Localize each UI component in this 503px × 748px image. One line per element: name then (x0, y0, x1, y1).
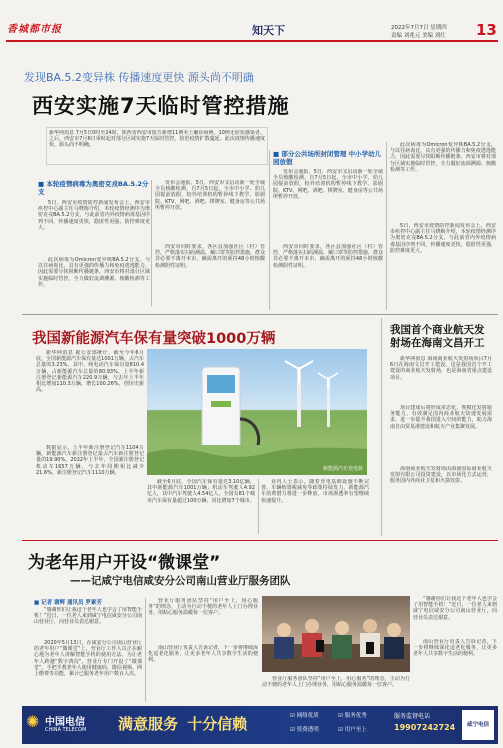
story1-body3b: 发布会通报，5日，西安市又启动新一轮全域全员核酸检测。自7月5日起，全市中小学、幼儿园提前放假，校外培训机构暂停线下教学。影剧院、KTV、网吧、酒吧、棋牌室、健身房等公共场所暂停开放。 (273, 169, 383, 200)
section-name: 知天下 (252, 24, 285, 37)
ad-logo-cn: 中国电信 (45, 717, 85, 728)
story3-body2: 项目建成后将形成常态化、规模化发射服务能力，有效满足国内商业航天快速发展需求，进一步提升我国进入空间的能力，助力海南自由贸易港建设和航天产业集聚发展。 (390, 405, 492, 430)
story1-body2: 此次病毒为Omicron变异株BA.5.2分支，与以往病毒比，具有更强的传播力和免疫逃逸能力，因此需要尽快阻断传播链条。西安市将对部分区域实施临时管控，全力做好流调溯源、核酸检测等工作。 (38, 257, 150, 288)
story1-subhead2: ■ 部分公共场所封闭管理 中小学幼儿园放假 (273, 150, 382, 166)
ad-slogan-b: 十分信赖 (187, 715, 248, 733)
story2-col-divider (258, 479, 259, 534)
story1-lead-text: 新华网消息 7月5日0时至24时，陕西省西安市报告新增11例本土确诊病例，10例无症状感染者。之后，西安市7月6日零时起对部分区域实施7天临时管控，防范疫情扩散蔓延。此次疫情传播速度快，源头尚不明确。 (49, 130, 265, 149)
ad-feature-3: ☑ 资费透明 (290, 727, 319, 733)
story2-body2: 数据显示，上半年新注册登记汽车1104万辆，新能源汽车新注册登记量占汽车新注册登记量的19.90%。2022年上半年，全国新注册登记机动车1657万辆，与去年同期相比减少21.6%，新注册登记汽车1110万辆。 (36, 445, 144, 476)
story1-col1 (38, 180, 150, 308)
editor-line: 责编 刘兆元 美编 刘红 (391, 33, 446, 39)
page-number: 13 (476, 21, 497, 39)
story2-photo-caption: 新能源汽车充电桩 (322, 466, 363, 472)
story4-headline: 为老年用户开设“微课堂” (28, 553, 221, 573)
story3-body1: 新华网消息 海南商业航天发射场项目7月6日在海南文昌开工建设。这是我国首个开工建设的商业航天发射场，也是海南省重点建设项目。 (390, 356, 492, 381)
story3-box (381, 318, 498, 536)
story4-subhead: ——记咸宁电信咸安分公司南山营业厅服务团队 (70, 575, 291, 587)
story1-col-divider-1 (151, 180, 152, 306)
paper-name: 香城都市报 (7, 24, 62, 35)
story4-body1b: “感谢你们让我这个老年人也学会了用智能手机！”近日，一位老人来到咸宁电信咸安分公司南山营业厅，向营业员表达谢意。 (413, 596, 497, 621)
story1-col-divider-2 (269, 150, 270, 310)
story3-headline: 我国首个商业航天发射场在海南文昌开工 (390, 324, 485, 349)
story1-body1: 5日，西安市疫情防控新闻发布会上，西安市疾控中心副主任马晓梅介绍，本轮疫情经测序为奥密克戎BA.5.2分支，与此前省内外疫情病毒基因序列不同，传播速度更快，隐匿性更强，防控难度更大。 (38, 200, 150, 231)
story2-col1 (36, 350, 144, 530)
story1-kicker: 发现BA.5.2变异株 传播速度更快 源头尚不明确 (24, 71, 254, 84)
ad-banner (22, 706, 498, 744)
ad-hotline (394, 711, 458, 741)
story3-body3: 海南商业航天发射场由海南国际商业航天发射有限公司投资建设，以市场化方式运营，服务国内外商业卫星和火箭发射。 (390, 466, 492, 485)
ad-badge-text: 咸宁电信 (466, 722, 489, 728)
story1-body3: 发布会通报，5日，西安市又启动新一轮全域全员核酸检测。自7月5日起，全市中小学、幼儿园提前放假，校外培训机构暂停线下教学。影剧院、KTV、网吧、酒吧、棋牌室、健身房等公共场所暂停开放。 (155, 180, 265, 211)
story2-body4: 业内人士表示，随着充电基础设施不断完善、车辆购置税减免等政策持续发力，新能源汽车消费潜力将进一步释放，市场渗透率有望继续快速提升。 (261, 479, 369, 504)
ev-charger-illustration (147, 349, 367, 475)
story2-photo (147, 349, 367, 475)
story4-col3 (413, 596, 497, 702)
story4-byline: ■ 记者 谢辉 通讯员 罗素芳 (34, 600, 102, 606)
story4-body3b: 营业厅服务团队坚持“用户至上，用心服务”的理念，主动为行动不便的老年人上门办理业务，用贴心服务温暖每一位客户。 (262, 676, 410, 689)
ad-logo-en: CHINA TELECOM (45, 727, 87, 733)
ad-slogan-a: 满意服务 (118, 715, 179, 733)
ad-hotline-label: 服务监督电话 (394, 713, 431, 720)
story1-subhead1: ■ 本轮疫情病毒为奥密克戎BA.5.2分支 (38, 180, 149, 196)
ad-slogan (118, 713, 247, 734)
ad-features (290, 711, 386, 741)
story2-col2 (147, 479, 255, 534)
story4-col1 (34, 607, 142, 703)
story4-col2b (262, 676, 410, 702)
story2-body3: 截至6月底，全国汽车保有量达3.10亿辆，其中新能源汽车1001万辆；机动车驾驶人4.92亿人，其中汽车驾驶人4.54亿人。全国有81个城市汽车保有量超过100万辆，同比增加7个城市。 (147, 479, 255, 504)
date-line: 2022年7月7日 星期四 (391, 25, 447, 31)
story4-body4: 南山营业厅负责人告诉记者，下一步将继续深化适老化服务，让更多老年人共享数字生活的便利。 (148, 645, 258, 664)
ad-logo (26, 710, 110, 740)
story4-body2: 2020年5月13日，在咸安分公司南山营业厅的老年用户“微课堂”上，营业厅工作人员正在耐心地为老年人讲解智能手机的使用方法。为让老年人跨越“数字鸿沟”，营业厅专门开设了“微课堂”，手把手教老年人使用健康码、微信视频、网上缴费等功能，累计已服务老年用户数百人次。 (34, 640, 142, 678)
story4-body1: “感谢你们让我这个老年人也学会了用智能手机！”近日，一位老人来到咸宁电信咸安分公司南山营业厅，向营业员表达谢意。 (34, 607, 142, 626)
story4-body4b: 南山营业厅负责人告诉记者，下一步将继续深化适老化服务，让更多老年人共享数字生活的便利。 (413, 639, 497, 658)
story2-col3 (261, 479, 369, 534)
story2-bottom-rule (22, 540, 498, 541)
story1-body2b: 此次病毒为Omicron变异株BA.5.2分支，与以往病毒比，具有更强的传播力和免疫逃逸能力，因此需要尽快阻断传播链条。西安市将对部分区域实施临时管控，全力做好流调溯源、核酸检测等工作。 (390, 142, 496, 173)
story1-col4 (390, 142, 496, 310)
masthead (0, 0, 503, 40)
ad-badge (462, 710, 494, 740)
story1-col-divider-3 (386, 142, 387, 310)
story4-col-divider (145, 598, 146, 702)
story1-col3 (273, 150, 383, 310)
story1-col2 (155, 180, 265, 308)
story2-body1: 新华网消息 据公安部统计，截至今年6月底，全国新能源汽车保有量达1001万辆，占汽车总量的3.23%。其中，纯电动汽车保有量810.4万辆，占新能源汽车总量的80.93%。上半年新注册登记新能源汽车220.9万辆，与去年上半年相比增加110.3万辆，增长100.26%，创历史新高。 (36, 350, 144, 394)
story4-body3: 营业厅服务团队坚持“用户至上，用心服务”的理念，主动为行动不便的老年人上门办理业务，用贴心服务温暖每一位客户。 (148, 598, 258, 617)
ad-feature-4: ☑ 用户至上 (338, 727, 367, 733)
story1-headline: 西安实施7天临时管控措施 (32, 94, 290, 118)
story1-body4: 西安市同时要求，各区县加强社区（村）管控，严格落实扫码测温、戴口罩等防控措施，群众非必要不离开本市，确需离开的须持48小时核酸检测阴性证明。 (155, 244, 265, 269)
ad-hotline-number: 19907242724 (394, 723, 456, 732)
seniors-class-illustration (262, 596, 410, 672)
story1-lead (46, 127, 268, 165)
china-telecom-logo-icon: ✺ (26, 712, 40, 731)
story4-photo (262, 596, 410, 672)
ad-feature-1: ☑ 网络优质 (290, 713, 319, 719)
story2-headline: 我国新能源汽车保有量突破1000万辆 (32, 331, 276, 347)
ad-feature-2: ☑ 服务优秀 (338, 713, 367, 719)
story4-col2 (148, 598, 258, 702)
masthead-rule (6, 40, 498, 42)
story1-body4b: 西安市同时要求，各区县加强社区（村）管控，严格落实扫码测温、戴口罩等防控措施，群众非必要不离开本市，确需离开的须持48小时核酸检测阴性证明。 (273, 244, 383, 269)
story1-body1b: 5日，西安市疫情防控新闻发布会上，西安市疾控中心副主任马晓梅介绍，本轮疫情经测序为奥密克戎BA.5.2分支，与此前省内外疫情病毒基因序列不同，传播速度更快，隐匿性更强，防控难度更大。 (390, 223, 496, 254)
story1-bottom-rule (22, 314, 498, 315)
